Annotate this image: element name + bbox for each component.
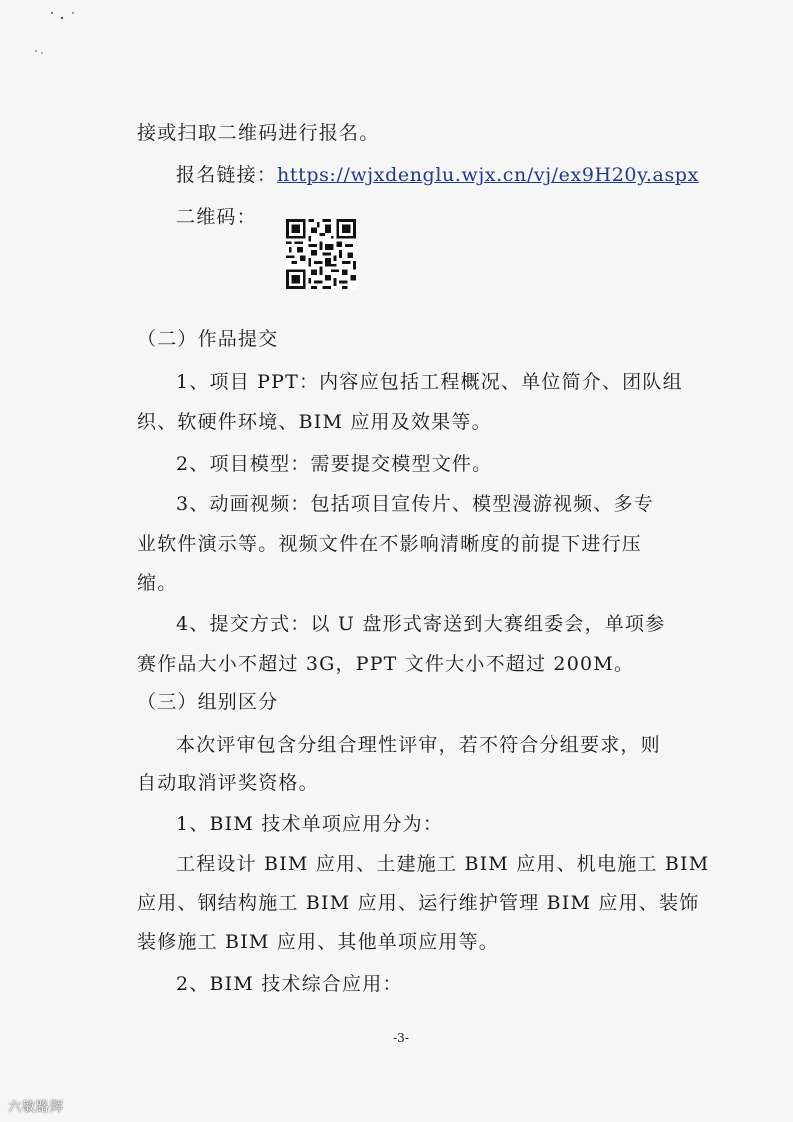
text-line: 3、动画视频：包括项目宣传片、模型漫游视频、多专	[176, 493, 654, 515]
watermark: 六敏路辉	[8, 1100, 65, 1115]
text-line: 织、软硬件环境、BIM 应用及效果等。	[137, 411, 492, 433]
text-line: 赛作品大小不超过 3G，PPT 文件大小不超过 200M。	[137, 653, 635, 675]
text-line: 2、项目模型：需要提交模型文件。	[176, 453, 493, 475]
text-line: 1、BIM 技术单项应用分为：	[176, 813, 444, 835]
qr-label: 二维码：	[176, 206, 257, 228]
section-heading: （二）作品提交	[137, 328, 279, 350]
scan-specks	[0, 0, 120, 80]
qr-code-icon[interactable]	[286, 219, 356, 289]
section-heading: （三）组别区分	[137, 691, 279, 713]
page-number: -3-	[393, 1031, 409, 1045]
text-line: 本次评审包含分组合理性评审，若不符合分组要求，则	[176, 734, 661, 756]
text-line: 业软件演示等。视频文件在不影响清晰度的前提下进行压	[137, 533, 643, 555]
text-line: 2、BIM 技术综合应用：	[176, 973, 403, 995]
text-line: 装修施工 BIM 应用、其他单项应用等。	[137, 931, 500, 953]
text-line: 应用、钢结构施工 BIM 应用、运行维护管理 BIM 应用、装饰	[137, 892, 700, 914]
signup-link-line	[176, 163, 697, 187]
text-line: 1、项目 PPT：内容应包括工程概况、单位简介、团队组	[176, 371, 683, 393]
text-line: 接或扫取二维码进行报名。	[137, 122, 380, 144]
text-line: 缩。	[137, 572, 178, 594]
text-line: 4、提交方式：以 U 盘形式寄送到大赛组委会，单项参	[176, 613, 666, 635]
signup-link-label: 报名链接：	[176, 164, 278, 186]
signup-link[interactable]: https://wjxdenglu.wjx.cn/vj/ex9H20y.aspx	[277, 164, 699, 186]
text-line: 自动取消评奖资格。	[137, 772, 319, 794]
text-line: 工程设计 BIM 应用、土建施工 BIM 应用、机电施工 BIM	[176, 853, 710, 875]
